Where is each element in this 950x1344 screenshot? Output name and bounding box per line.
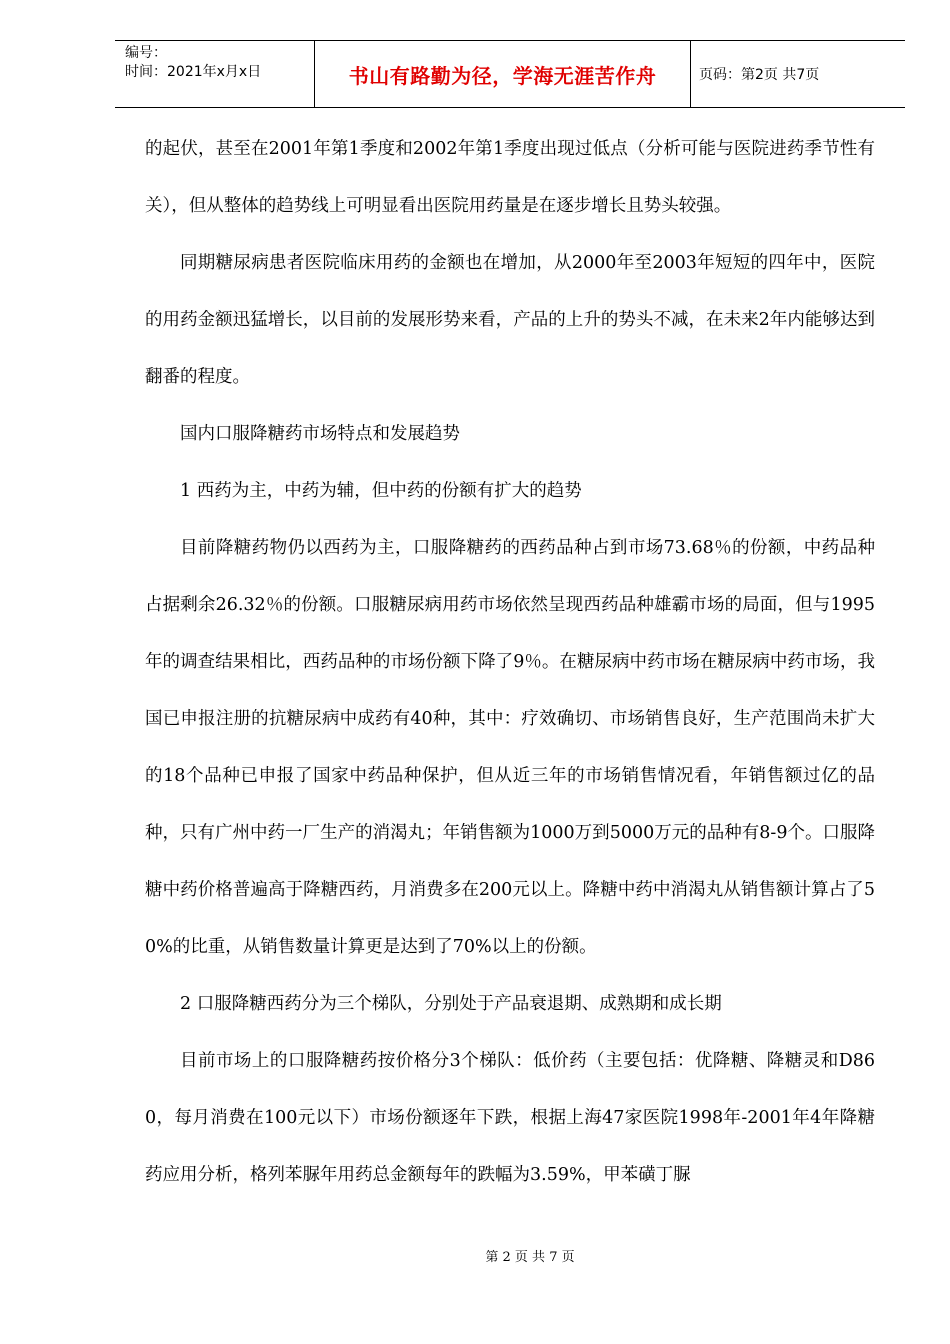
paragraph: 目前市场上的口服降糖药按价格分3个梯队：低价药（主要包括：优降糖、降糖灵和D860，每月消费在100元以下）市场份额逐年下跌，根据上海47家医院1998年-2001年4年降糖药应用分析，格列苯脲年用药总金额每年的跌幅为3.59%，甲苯磺丁脲 [145,1051,875,1185]
header-page-info: 页码：第2页 共7页 [699,67,820,83]
header-meta [115,41,315,107]
header-motto: 书山有路勤为径，学海无涯苦作舟 [315,41,691,107]
document-time-label: 时间：2021年x月x日 [125,64,262,80]
page-header [115,40,905,108]
page-footer: 第 2 页 共 7 页 [485,1250,575,1265]
document-body [145,121,875,1204]
paragraph: 的起伏，甚至在2001年第1季度和2002年第1季度出现过低点（分析可能与医院进药季节性有关），但从整体的趋势线上可明显看出医院用药量是在逐步增长且势头较强。 [145,139,875,216]
document-number-label: 编号： [125,45,167,61]
section-heading: 国内口服降糖药市场特点和发展趋势 [180,424,460,444]
subsection-heading: 2 口服降糖西药分为三个梯队，分别处于产品衰退期、成熟期和成长期 [180,994,722,1014]
paragraph: 同期糖尿病患者医院临床用药的金额也在增加，从2000年至2003年短短的四年中，医院的用药金额迅猛增长，以目前的发展形势来看，产品的上升的势头不减，在未来2年内能够达到翻番的程度。 [145,253,875,387]
paragraph: 目前降糖药物仍以西药为主，口服降糖药的西药品种占到市场73.68％的份额，中药品种占据剩余26.32％的份额。口服糖尿病用药市场依然呈现西药品种雄霸市场的局面，但与1995年的调查结果相比，西药品种的市场份额下降了9％。在糖尿病中药市场在糖尿病中药市场，我国已申报注册的抗糖尿病中成药有40种，其中：疗效确切、市场销售良好，生产范围尚未扩大的18个品种已申报了国家中药品种保护，但从近三年的市场销售情况看，年销售额过亿的品种，只有广州中药一厂生产的消渴丸；年销售额为1000万到5000万元的品种有8-9个。口服降糖中药价格普遍高于降糖西药，月消费多在200元以上。降糖中药中消渴丸从销售额计算占了50%的比重，从销售数量计算更是达到了70%以上的份额。 [145,538,875,957]
subsection-heading: 1 西药为主，中药为辅，但中药的份额有扩大的趋势 [180,481,582,501]
